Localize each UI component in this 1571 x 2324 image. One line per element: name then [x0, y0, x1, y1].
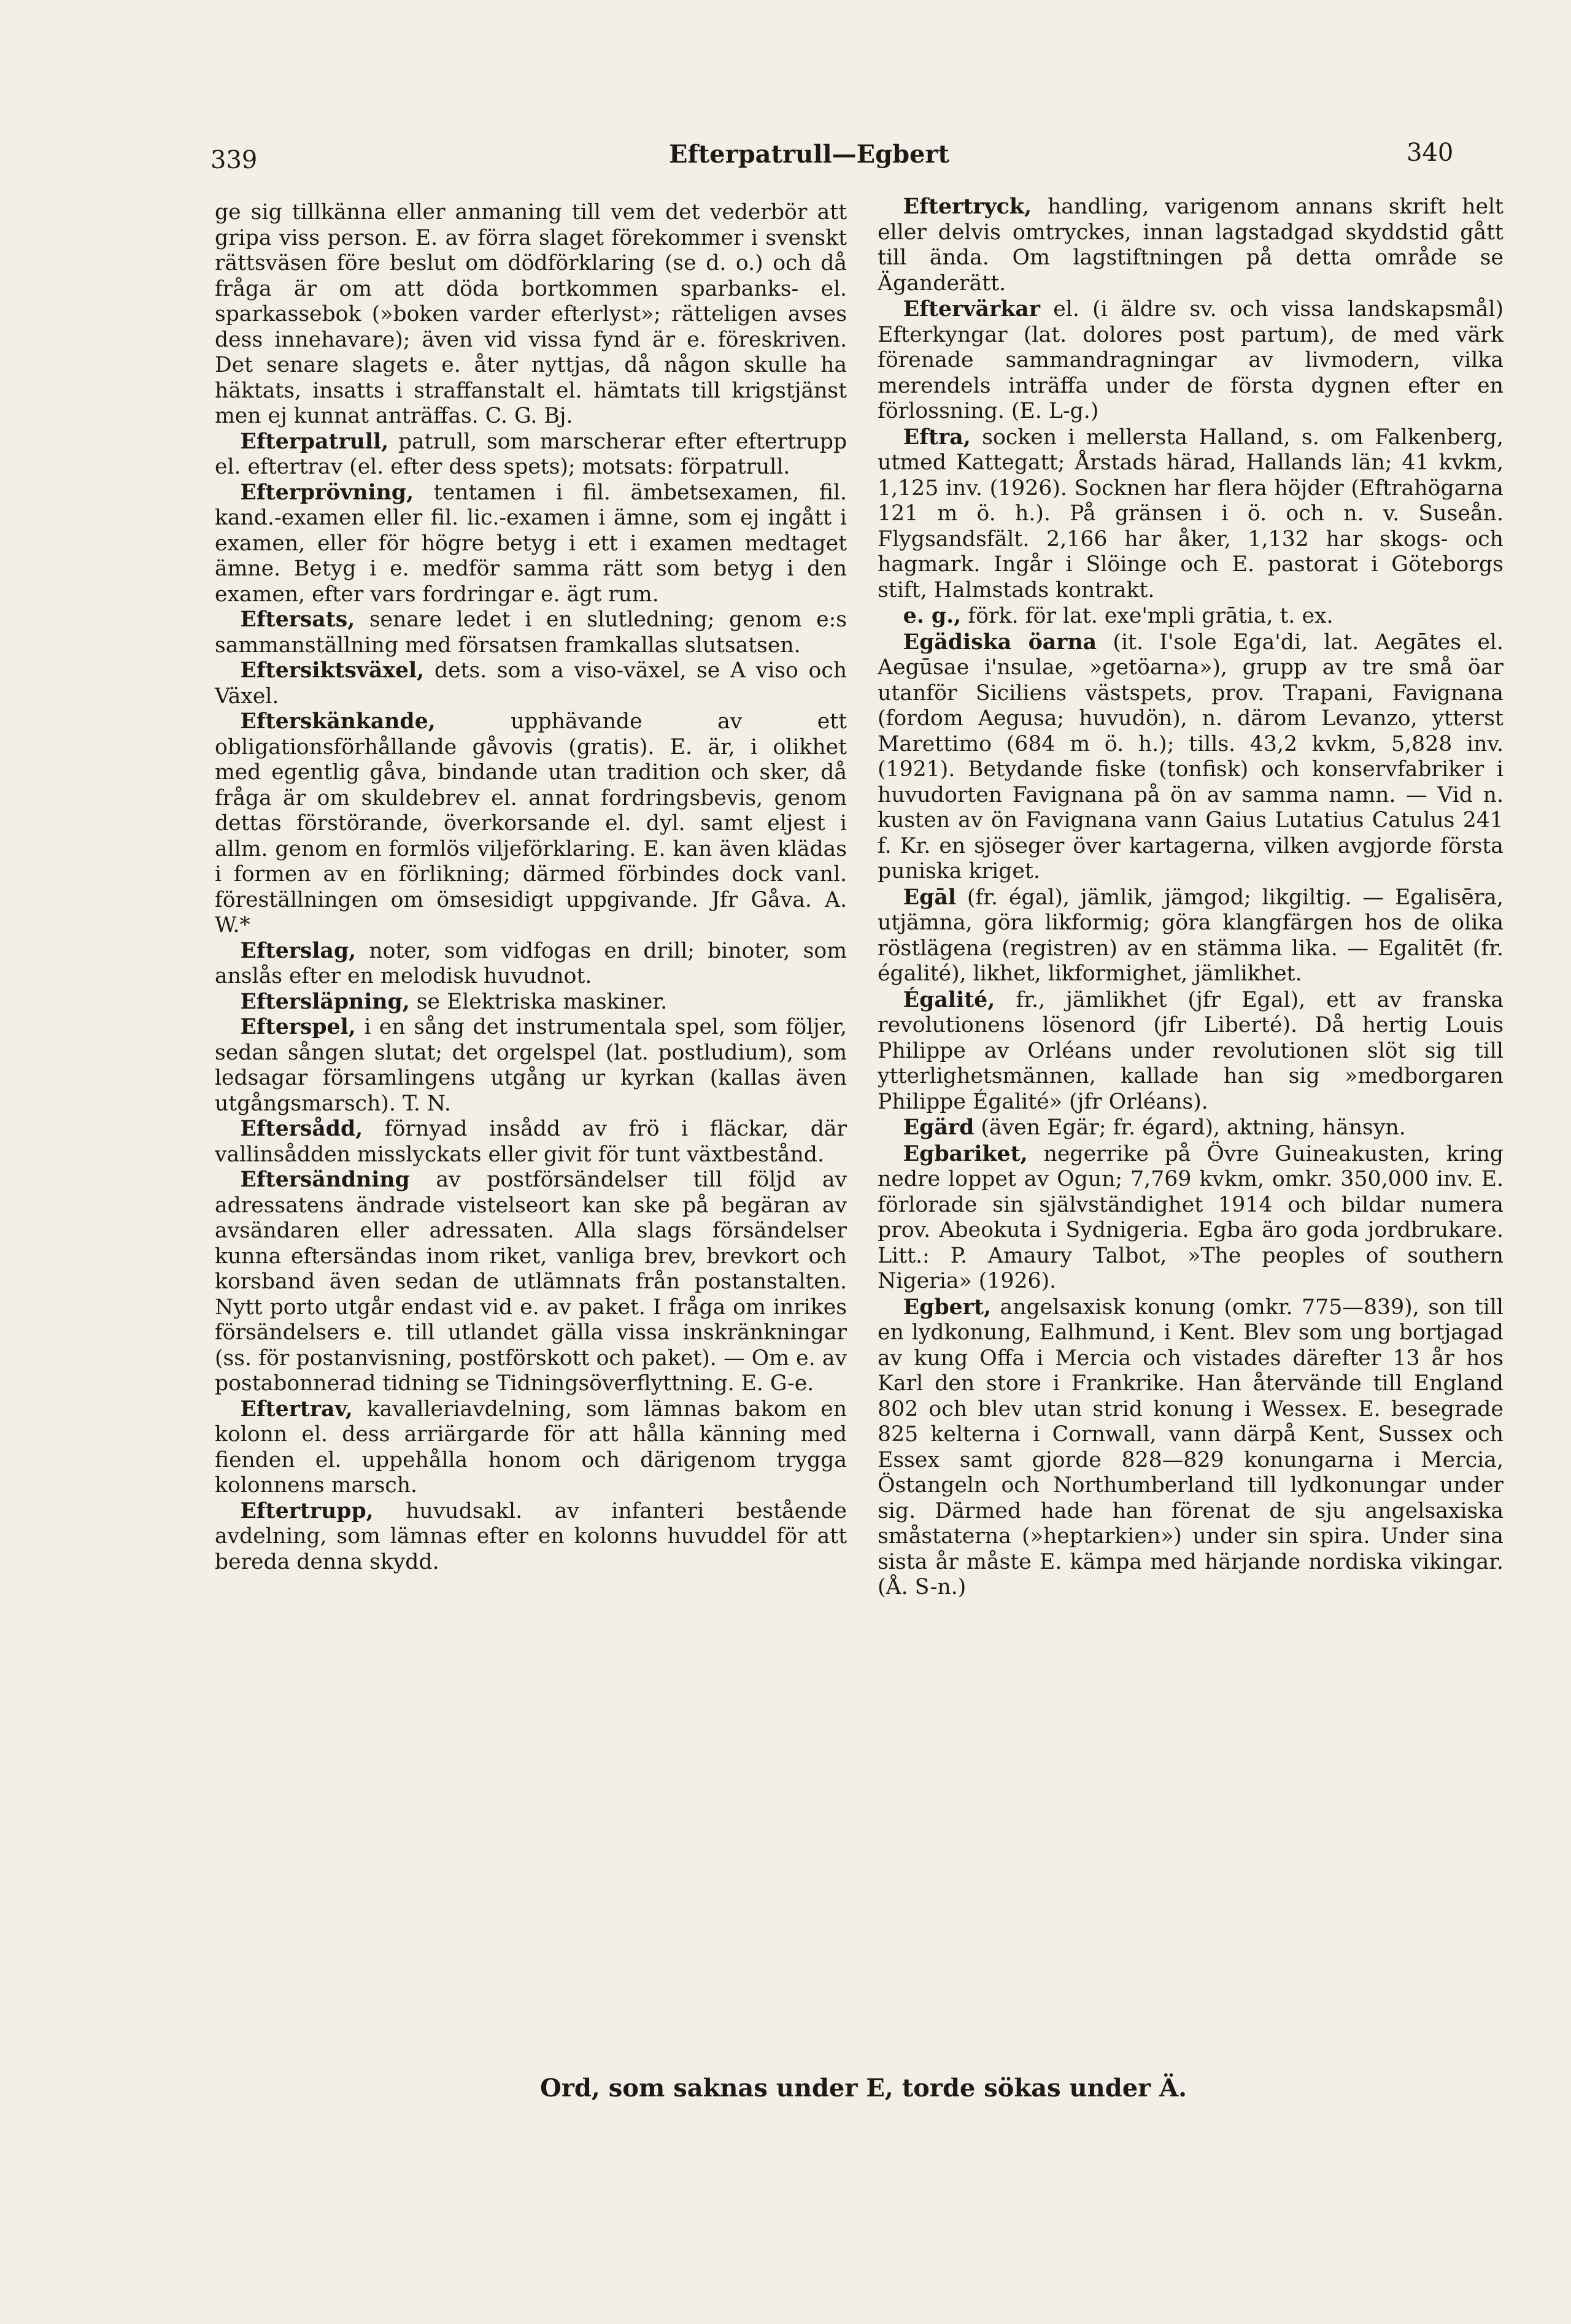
dictionary-entry	[878, 1141, 1503, 1295]
entry-headword: Egāl	[903, 884, 956, 910]
dictionary-entry	[215, 990, 847, 1015]
entry-text: handling, varigenom annans skrift helt eller delvis omtryckes, innan lagstadgad skyddstid gått till ända. Om lagstiftningen på detta område se Äganderätt.	[878, 194, 1504, 296]
entry-text: fr., jämlikhet (jfr Egal), ett av franska revolutionens lösenord (jfr Liberté). Då hertig Louis Philippe av Orléans under revolutionen slöt sig till ytterlighetsmännen, kallade han sig »medborgaren Philippe Égalité» (jfr Orléans).	[878, 987, 1503, 1114]
dictionary-entry	[878, 425, 1503, 604]
entry-text: senare ledet i en slutledning; genom e:s sammanställning med försatsen framkallas slutsatsen.	[215, 607, 847, 658]
entry-text: (fr. égal), jämlik, jämgod; likgiltig. — Egalisēra, utjämna, göra likformig; göra klangfärgen hos de olika röstlägena (registren) av en stämma lika. — Egalitēt (fr. égalité), likhet, likformighet, jämlikhet.	[878, 885, 1503, 986]
dictionary-entry	[215, 200, 847, 429]
dictionary-entry	[878, 194, 1503, 296]
entry-headword: Eftersläpning,	[240, 989, 410, 1014]
entry-text: patrull, som marscherar efter eftertrupp el. eftertrav (el. efter dess spets); motsats: förpatrull.	[215, 429, 847, 479]
entry-text: huvudsakl. av infanteri bestående avdelning, som lämnas efter en kolonns huvuddel för att bereda denna skydd.	[215, 1498, 847, 1574]
entry-text: upphävande av ett obligationsförhållande gåvovis (gratis). E. är, i olikhet med egentlig gåva, bindande utan tradition och sker, då fråga är om skuldebrev el. annat fordringsbevis, genom dettas förstörande, överkorsande el. dyl. samt eljest i allm. genom en formlös viljeförklaring. E. kan även klädas i formen av en förlikning; därmed förbindes dock vanl. föreställningen om ömsesidigt uppgivande. Jfr Gåva. A. W.*	[215, 709, 847, 937]
entry-text: se Elektriska maskiner.	[416, 989, 668, 1014]
entry-headword: Efterpatrull,	[240, 429, 389, 454]
entry-text: förk. för lat. exe'mpli grātia, t. ex.	[968, 604, 1334, 628]
page-number-right: 340	[1407, 139, 1454, 167]
dictionary-entry	[878, 1115, 1503, 1141]
dictionary-entry	[215, 607, 847, 658]
entry-headword: Eftra,	[903, 424, 971, 450]
entry-text: negerrike på Övre Guineakusten, kring nedre loppet av Ogun; 7,769 kvkm, omkr. 350,000 inv. E. förlorade sin självständighet 1914 och bildar numera prov. Abeokuta i Sydnigeria. Egba äro goda jordbrukare. Litt.: P. Amaury Talbot, »The peoples of southern Nigeria» (1926).	[878, 1141, 1504, 1293]
dictionary-entry	[215, 1015, 847, 1117]
dictionary-entry	[215, 658, 847, 709]
dictionary-entry	[878, 1295, 1503, 1601]
right-column	[878, 194, 1503, 1601]
left-column	[215, 200, 847, 1575]
entry-text: ge sig tillkänna eller anmaning till vem det vederbör att gripa viss person. E. av förra slaget förekommer i svenskt rättsväsen före beslut om dödförklaring (se d. o.) och då fråga är om att döda bortkommen sparbanks- el. sparkassebok (»boken varder efterlyst»; rätteligen avses dess innehavare); även vid vissa fynd är e. föreskriven. Det senare slagets e. åter nyttjas, då någon skulle ha häktats, insatts i straffanstalt el. hämtats till krigstjänst men ej kunnat anträffas. C. G. Bj.	[215, 200, 847, 428]
entry-text: angelsaxisk konung (omkr. 775—839), son till en lydkonung, Ealhmund, i Kent. Blev som ung bortjagad av kung Offa i Mercia och vistades därefter 13 år hos Karl den store i Frankrike. Han återvände till England 802 och blev utan strid konung i Wessex. E. besegrade 825 kelterna i Cornwall, vann därpå Kent, Sussex och Essex samt gjorde 828—829 konungarna i Mercia, Östangeln och Northumberland till lydkonungar under sig. Därmed hade han förenat de sju angelsaxiska småstaterna (»heptarkien») under sin spira. Under sina sista år måste E. kämpa med härjande nordiska vikingar. (Å. S-n.)	[878, 1295, 1503, 1599]
entry-text: kavalleriavdelning, som lämnas bakom en kolonn el. dess arriärgarde för att hålla känning med fienden el. uppehålla honom och därigenom trygga kolonnens marsch.	[215, 1396, 847, 1498]
dictionary-entry	[215, 1117, 847, 1168]
dictionary-entry	[878, 296, 1503, 425]
entry-headword: Égalité,	[903, 987, 995, 1012]
entry-text: socken i mellersta Halland, s. om Falkenberg, utmed Kattegatt; Årstads härad, Hallands län; 41 kvkm, 1,125 inv. (1926). Socknen har flera höjder (Eftrahögarna 121 m ö. h.). På gränsen i ö. och n. v. Suseån. Flygsandsfält. 2,166 har åker, 1,132 har skogs- och hagmark. Ingår i Slöinge och E. pastorat i Göteborgs stift, Halmstads kontrakt.	[878, 425, 1504, 602]
entry-text: av postförsändelser till följd av adressatens ändrade vistelseort kan ske på begäran av avsändaren eller adressaten. Alla slags försändelser kunna eftersändas inom riket, vanliga brev, brevkort och korsband även sedan de utlämnats från postanstalten. Nytt porto utgår endast vid e. av paket. I fråga om inrikes försändelsers e. till utlandet gälla vissa inskränkningar (ss. för postanvisning, postförskott och paket). — Om e. av postabonnerad tidning se Tidningsöverflyttning. E. G-e.	[215, 1168, 847, 1396]
dictionary-entry	[215, 1397, 847, 1499]
entry-text: tentamen i fil. ämbetsexamen, fil. kand.-examen eller fil. lic.-examen i ämne, som ej ingått i examen, eller för högre betyg i ett i examen medtaget ämne. Betyg i e. medför samma rätt som betyg i den examen, efter vars fordringar e. ägt rum.	[215, 480, 847, 607]
dictionary-entry	[878, 603, 1503, 629]
dictionary-entry	[215, 1168, 847, 1397]
entry-text: el. (i äldre sv. och vissa landskapsmål) Efterkyngar (lat. dolores post partum), de med värk förenade sammandragningar av livmodern, vilka merendels inträffa under de första dygnen efter en förlossning. (E. L-g.)	[878, 297, 1503, 423]
entry-headword: Egbariket,	[903, 1141, 1028, 1166]
entry-text: i en sång det instrumentala spel, som följer, sedan sången slutat; det orgelspel (lat. postludium), som ledsagar församlingens utgång ur kyrkan (kallas även utgångsmarsch). T. N.	[215, 1015, 847, 1116]
entry-headword: Eftersiktsväxel,	[240, 658, 425, 683]
entry-headword: Efterslag,	[240, 938, 357, 963]
entry-headword: Egbert,	[903, 1294, 992, 1320]
entry-headword: Eftersändning	[240, 1168, 410, 1192]
entry-headword: Efterspel,	[240, 1015, 356, 1039]
entry-text: noter, som vidfogas en drill; binoter, som anslås efter en melodisk huvudnot.	[215, 938, 847, 988]
entry-headword: Egärd	[903, 1115, 975, 1140]
dictionary-entry	[215, 429, 847, 480]
footer-note: Ord, som saknas under E, torde sökas under Ä.	[540, 2074, 1187, 2103]
dictionary-entry	[215, 1499, 847, 1576]
entry-headword: Eftertrupp,	[240, 1498, 374, 1523]
dictionary-entry	[215, 480, 847, 608]
entry-text: (även Egär; fr. égard), aktning, hänsyn.	[981, 1115, 1406, 1140]
entry-text: dets. som a viso-växel, se A viso och Växel.	[215, 658, 847, 709]
page-number-left: 339	[210, 146, 258, 174]
dictionary-entry	[215, 709, 847, 939]
entry-headword: Efterprövning,	[240, 480, 414, 505]
entry-headword: e. g.,	[903, 603, 962, 628]
entry-headword: Egädiska öarna	[903, 629, 1097, 655]
entry-headword: Eftervärkar	[903, 296, 1041, 321]
entry-text: (it. I'sole Ega'di, lat. Aegātes el. Aegūsae i'nsulae, »getöarna»), grupp av tre små öar utanför Siciliens västspets, prov. Trapani, Favignana (fordom Aegusa; huvudön), n. därom Levanzo, ytterst Marettimo (684 m ö. h.); tills. 43,2 kvkm, 5,828 inv. (1921). Betydande fiske (tonfisk) och konservfabriker i huvudorten Favignana på ön av samma namn. — Vid n. kusten av ön Favignana vann Gaius Lutatius Catulus 241 f. Kr. en sjöseger över kartagerna, vilken avgjorde första puniska kriget.	[878, 629, 1503, 883]
running-title: Efterpatrull—Egbert	[669, 140, 950, 169]
entry-headword: Eftertryck,	[903, 194, 1032, 219]
entry-text: förnyad insådd av frö i fläckar, där vallinsådden misslyckats eller givit för tunt växtbestånd.	[215, 1117, 847, 1167]
dictionary-entry	[878, 987, 1503, 1115]
entry-headword: Eftersådd,	[240, 1117, 363, 1141]
entry-headword: Eftersats,	[240, 607, 355, 632]
dictionary-entry	[215, 939, 847, 990]
dictionary-entry	[878, 629, 1503, 885]
dictionary-entry	[878, 885, 1503, 987]
entry-headword: Eftertrav,	[240, 1396, 353, 1422]
entry-headword: Efterskänkande,	[240, 709, 436, 734]
